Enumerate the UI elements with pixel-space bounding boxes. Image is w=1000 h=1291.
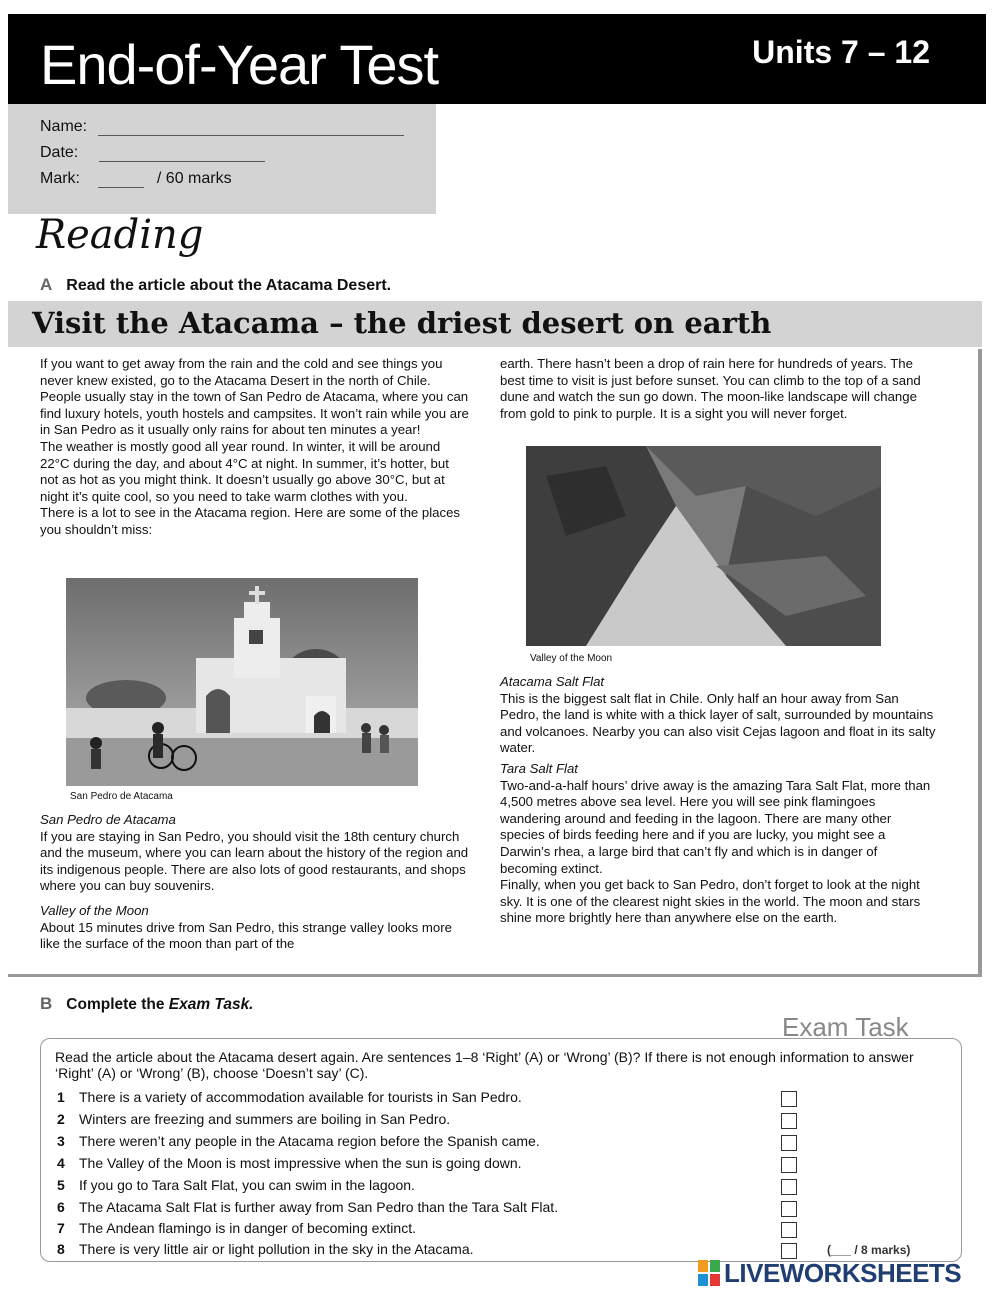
liveworksheets-logo: [698, 1258, 961, 1288]
question-number: 8: [57, 1241, 65, 1257]
valley-illustration: [526, 446, 881, 646]
paragraph: If you are staying in San Pedro, you should visit the 18th century church and the museum, where you can learn about the history of the region and its indigenous people. There are also lots of good restaurants, and shops where you can buy souvenirs.: [40, 828, 469, 894]
exam-task-box: [40, 1038, 962, 1262]
section-a-instruction: [40, 275, 391, 295]
logo-icon: [698, 1260, 720, 1286]
paragraph: This is the biggest salt flat in Chile. Only half an hour away from San Pedro, the land is white with a thick layer of salt, surrounded by mountains and volcanoes. Nearby you can also visit Cejas lagoon and float in its salty water.: [500, 690, 936, 756]
question-number: 5: [57, 1177, 65, 1193]
church-photo: [66, 578, 418, 786]
church-photo-caption: San Pedro de Atacama: [70, 791, 173, 802]
section-b-letter: B: [40, 994, 53, 1013]
question-row: [57, 1199, 558, 1215]
article-left-bottom: [40, 808, 470, 953]
mark-label: Mark:: [40, 170, 80, 187]
question-row: [57, 1220, 416, 1236]
question-number: 4: [57, 1155, 65, 1171]
student-info-box: [8, 104, 436, 214]
exam-instructions: Read the article about the Atacama desert again. Are sentences 1–8 ‘Right’ (A) or ‘Wrong’ (B)? If there is not enough information to answer ‘Right’ (A) or ‘Wrong’ (B), choose ‘Doesn’t say’ (C).: [55, 1049, 914, 1081]
question-text: Winters are freezing and summers are boiling in San Pedro.: [79, 1111, 451, 1127]
date-field[interactable]: [99, 161, 265, 162]
question-row: [57, 1155, 522, 1171]
question-number: 6: [57, 1199, 65, 1215]
question-number: 7: [57, 1220, 65, 1236]
question-text: There weren’t any people in the Atacama region before the Spanish came.: [79, 1133, 540, 1149]
paragraph: The weather is mostly good all year round. In winter, it will be around 22°C during the day, and about 4°C at night. In summer, it’s hotter, but not as hot as you might think. It doesn’t usually go above 30°C, but at night it’s quite cool, so you need to take warm clothes with you.: [40, 438, 449, 504]
valley-photo: [526, 446, 881, 646]
section-b-instruction: [40, 994, 254, 1014]
name-label: Name:: [40, 118, 88, 135]
name-field[interactable]: [98, 135, 404, 136]
valley-heading: Valley of the Moon: [40, 902, 149, 918]
mark-row: [40, 170, 232, 188]
san-pedro-heading: San Pedro de Atacama: [40, 812, 176, 827]
article-right-bottom: [500, 670, 936, 927]
paragraph: About 15 minutes drive from San Pedro, this strange valley looks more like the surface of the moon than part of the: [40, 919, 452, 952]
answer-checkbox[interactable]: [781, 1135, 797, 1151]
church-illustration: [66, 578, 418, 786]
answer-checkbox[interactable]: [781, 1157, 797, 1173]
section-b-text: Complete the: [66, 996, 169, 1013]
date-label: Date:: [40, 144, 79, 161]
answer-checkbox[interactable]: [781, 1201, 797, 1217]
reading-heading: Reading: [36, 212, 204, 258]
header-bar: [8, 14, 986, 104]
question-text: The Valley of the Moon is most impressive when the sun is going down.: [79, 1155, 522, 1171]
section-a-text: Read the article about the Atacama Desert.: [66, 277, 392, 294]
test-title: End-of-Year Test: [40, 33, 439, 96]
answer-checkbox[interactable]: [781, 1179, 797, 1195]
article-left-intro: [40, 356, 470, 539]
question-row: [57, 1111, 450, 1127]
question-row: [57, 1089, 522, 1105]
question-number: 3: [57, 1133, 65, 1149]
paragraph: There is a lot to see in the Atacama region. Here are some of the places you shouldn’t miss:: [40, 505, 461, 537]
section-b-text-italic: Exam Task.: [168, 996, 254, 1013]
marks-label: (___ / 8 marks): [827, 1243, 911, 1257]
section-a-letter: A: [40, 275, 53, 294]
question-text: The Atacama Salt Flat is further away from San Pedro than the Tara Salt Flat.: [79, 1199, 559, 1215]
paragraph: Two-and-a-half hours’ drive away is the amazing Tara Salt Flat, more than 4,500 metres above sea level. Here you will see pink flamingoes wandering around and feeding in the lagoon. There are many other species of birds feeding here and if you are lucky, you might see a Darwin’s rhea, a large bird that can’t fly and which is in danger of becoming extinct.: [500, 777, 931, 876]
salt-flat-heading: Atacama Salt Flat: [500, 674, 605, 689]
question-text: There is very little air or light pollution in the sky in the Atacama.: [79, 1241, 474, 1257]
date-row: [40, 144, 265, 162]
paragraph: earth. There hasn’t been a drop of rain here for hundreds of years. The best time to visit is just before sunset. You can climb to the top of a sand dune and watch the sun go down. The moon-like landscape will change from gold to pink to purple. It is a sight you will never forget.: [500, 356, 921, 421]
mark-total: / 60 marks: [156, 170, 232, 187]
question-text: There is a variety of accommodation available for tourists in San Pedro.: [79, 1089, 522, 1105]
question-row: [57, 1133, 540, 1149]
name-row: [40, 118, 404, 136]
question-row: [57, 1241, 474, 1257]
exam-task-label: Exam Task: [782, 1012, 909, 1042]
question-text: The Andean flamingo is in danger of becoming extinct.: [79, 1220, 416, 1236]
valley-photo-caption: Valley of the Moon: [530, 653, 613, 664]
question-text: If you go to Tara Salt Flat, you can swim in the lagoon.: [79, 1177, 415, 1193]
question-number: 2: [57, 1111, 65, 1127]
answer-checkbox[interactable]: [781, 1222, 797, 1238]
mark-field[interactable]: [98, 187, 144, 188]
question-number: 1: [57, 1089, 65, 1105]
question-row: [57, 1177, 415, 1193]
tara-heading: Tara Salt Flat: [500, 760, 578, 776]
paragraph: Finally, when you get back to San Pedro, don’t forget to look at the night sky. It is one of the clearest night skies in the world. The moon and stars shine more brightly here than anywhere else on the earth.: [500, 877, 921, 926]
answer-checkbox[interactable]: [781, 1091, 797, 1107]
units-label: Units 7 – 12: [752, 34, 930, 70]
article-right-top: [500, 356, 930, 422]
article-title: Visit the Atacama – the driest desert on earth: [32, 306, 772, 340]
answer-checkbox[interactable]: [781, 1113, 797, 1129]
paragraph: If you want to get away from the rain and the cold and see things you never knew existed, go to the Atacama Desert in the north of Chile. People usually stay in the town of San Pedro de Atacama, where you can find luxury hotels, youth hostels and campsites. It won’t rain while you are in San Pedro as it usually only rains for about ten minutes a year!: [40, 356, 469, 438]
logo-text: LIVEWORKSHEETS: [724, 1257, 962, 1288]
